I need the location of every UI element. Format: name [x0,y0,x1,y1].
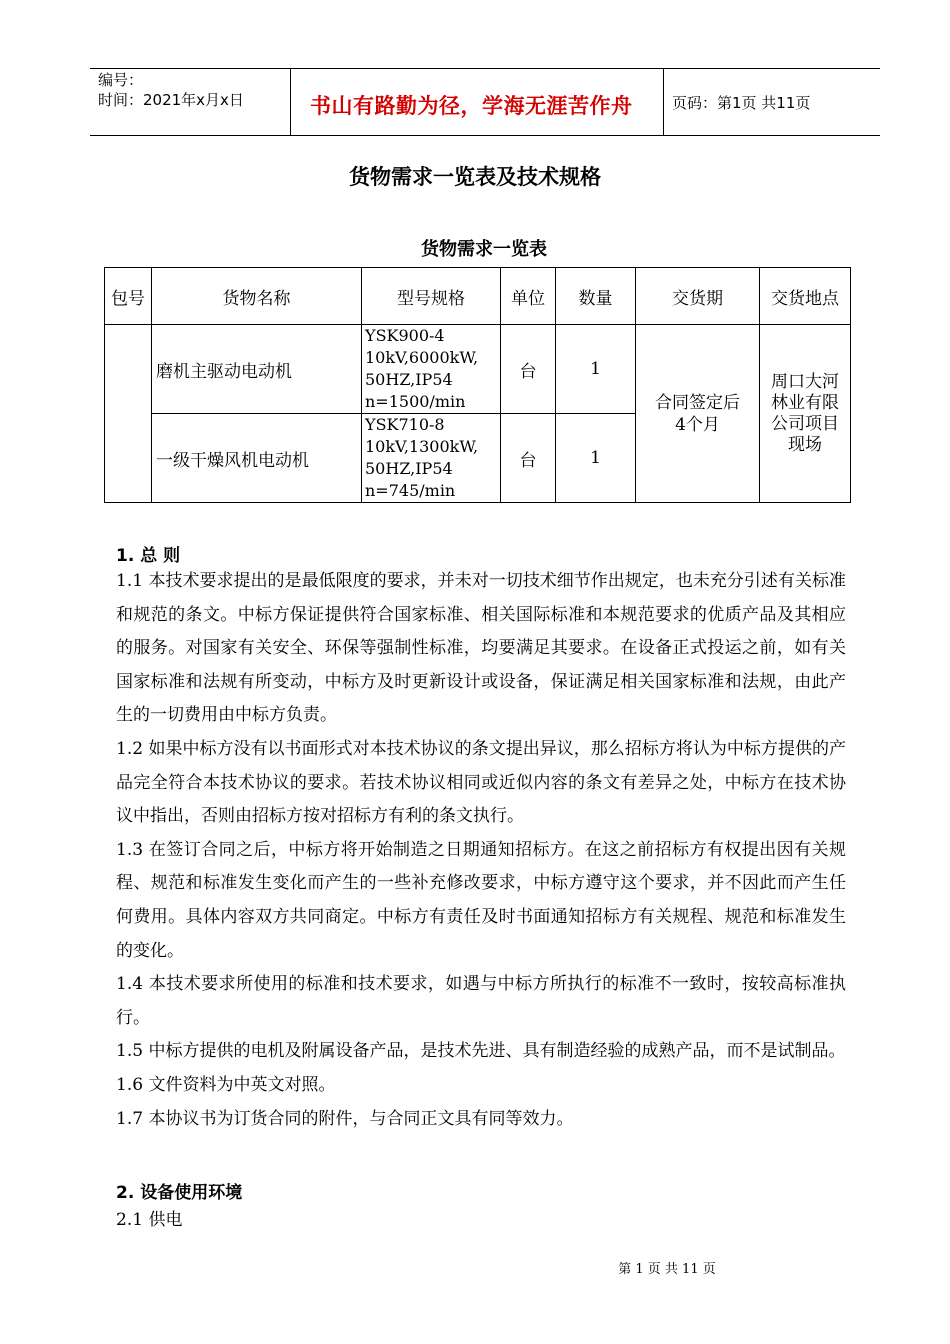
col-header-qty: 数量 [556,268,636,325]
header-motto: 书山有路勤为径，学海无涯苦作舟 [310,94,633,118]
col-header-name: 货物名称 [152,268,362,325]
qty-cell: 1 [556,414,636,503]
col-header-package: 包号 [105,268,152,325]
header-time-label: 时间：2021年x月x日 [98,91,244,109]
section-1-title: 1. 总 则 [116,546,181,566]
section-1-body [116,565,846,1136]
table-title: 货物需求一览表 [421,239,547,260]
header-bottom-rule [90,135,880,136]
spec-line: 50HZ,IP54 [365,459,453,478]
paragraph: 1.1 本技术要求提出的是最低限度的要求，并未对一切技术细节作出规定，也未充分引述有关标准和规范的条文。中标方保证提供符合国家标准、相关国际标准和本规范要求的优质产品及其相应的服务。对国家有关安全、环保等强制性标准，均要满足其要求。在设备正式投运之前，如有关国家标准和法规有所变动，中标方及时更新设计或设备，保证满足相关国家标准和法规，由此产生的一切费用由中标方负责。 [116,571,846,726]
spec-cell [362,325,501,414]
spec-line: 10kV,1300kW, [365,437,479,456]
col-header-unit: 单位 [501,268,556,325]
spec-line: 10kV,6000kW, [365,348,479,367]
delivery-period-line: 合同签定后 [655,392,740,413]
col-header-delivery-period: 交货期 [636,268,760,325]
spec-line: YSK710-8 [365,415,445,434]
page-footer: 第 1 页 共 11 页 [618,1262,716,1277]
delivery-period-cell [636,325,760,503]
col-header-delivery-place: 交货地点 [760,268,851,325]
unit-cell: 台 [501,325,556,414]
paragraph: 1.5 中标方提供的电机及附属设备产品，是技术先进、具有制造经验的成熟产品，而不是试制品。 [116,1041,846,1062]
delivery-period-line: 4个月 [675,414,720,435]
paragraph: 1.2 如果中标方没有以书面形式对本技术协议的条文提出异议，那么招标方将认为中标方提供的产品完全符合本技术协议的要求。若技术协议相同或近似内容的条文有差异之处，中标方在技术协议中指出，否则由招标方按对招标方有利的条文执行。 [116,738,846,827]
paragraph: 1.6 文件资料为中英文对照。 [116,1074,336,1095]
table-header-row [105,268,851,325]
delivery-place-line: 周口大河 [771,371,839,392]
header-page-label: 页码：第1页 共11页 [672,94,811,112]
paragraph: 1.7 本协议书为订货合同的附件，与合同正文具有同等效力。 [116,1108,574,1129]
spec-line: YSK900-4 [365,326,445,345]
delivery-place-line: 林业有限 [771,392,839,413]
delivery-place-line: 公司项目 [771,413,839,434]
document-title: 货物需求一览表及技术规格 [349,164,601,189]
spec-cell [362,414,501,503]
package-cell [105,325,152,503]
section-2-sub: 2.1 供电 [116,1210,183,1230]
unit-cell: 台 [501,414,556,503]
spec-line: 50HZ,IP54 [365,370,453,389]
delivery-place-line: 现场 [788,434,822,455]
qty-cell: 1 [556,325,636,414]
goods-name-cell: 一级干燥风机电动机 [152,414,362,503]
goods-table [104,267,851,503]
goods-name-cell: 磨机主驱动电动机 [152,325,362,414]
paragraph: 1.4 本技术要求所使用的标准和技术要求，如遇与中标方所执行的标准不一致时，按较高标准执行。 [116,974,846,1028]
section-2-title: 2. 设备使用环境 [116,1183,243,1203]
header-divider-left [290,68,291,136]
header-number-label: 编号： [98,71,144,89]
spec-line: n=1500/min [365,392,466,411]
header-top-rule [90,68,880,69]
header-divider-right [663,68,664,136]
paragraph: 1.3 在签订合同之后，中标方将开始制造之日期通知招标方。在这之前招标方有权提出因有关规程、规范和标准发生变化而产生的一些补充修改要求，中标方遵守这个要求，并不因此而产生任何费用。具体内容双方共同商定。中标方有责任及时书面通知招标方有关规程、规范和标准发生的变化。 [116,839,846,961]
spec-line: n=745/min [365,481,456,500]
table-row [105,325,851,414]
col-header-spec: 型号规格 [362,268,501,325]
delivery-place-cell [760,325,851,503]
